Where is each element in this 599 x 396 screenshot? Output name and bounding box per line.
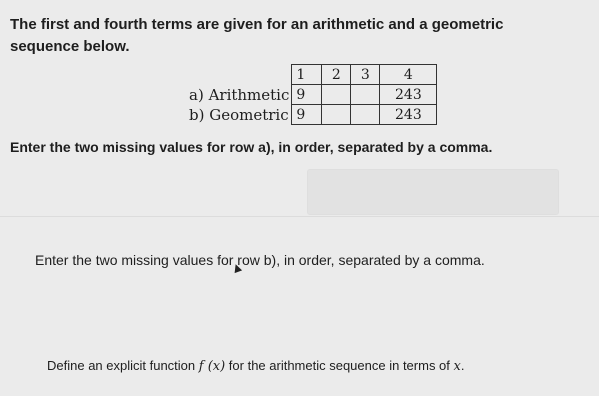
table-row-arithmetic: [186, 85, 437, 105]
function-notation: f (x): [198, 359, 226, 374]
question-c-prefix: Define an explicit function: [47, 358, 199, 373]
table-header-row: [186, 65, 437, 85]
divider: [0, 216, 599, 217]
question-a-prompt: Enter the two missing values for row a), in order, separated by a comma.: [10, 139, 493, 155]
sequence-table: [186, 64, 437, 125]
question-c-prompt: [47, 358, 464, 374]
table-row-geometric: [186, 105, 437, 125]
question-a-answer-input[interactable]: [307, 169, 559, 215]
geometric-term-1: 9: [292, 105, 322, 125]
arithmetic-term-3: [351, 85, 380, 105]
geometric-term-4: 243: [380, 105, 437, 125]
row-label-geometric: b) Geometric: [189, 105, 289, 124]
question-c-middle: for the arithmetic sequence in terms of: [225, 358, 454, 373]
geometric-term-2: [322, 105, 351, 125]
question-c-suffix: .: [460, 358, 465, 373]
geometric-term-3: [351, 105, 380, 125]
question-b-prompt: Enter the two missing values for row b), in order, separated by a comma.: [35, 252, 485, 268]
header-term-1: 1: [292, 65, 322, 85]
variable-x: x: [453, 359, 461, 374]
header-term-3: 3: [351, 65, 380, 85]
header-term-4: 4: [380, 65, 437, 85]
arithmetic-term-1: 9: [292, 85, 322, 105]
header-term-2: 2: [322, 65, 351, 85]
arithmetic-term-4: 243: [380, 85, 437, 105]
row-label-arithmetic: a) Arithmetic: [189, 85, 290, 104]
intro-text: The first and fourth terms are given for an arithmetic and a geometric sequence below.: [10, 16, 504, 55]
arithmetic-term-2: [322, 85, 351, 105]
